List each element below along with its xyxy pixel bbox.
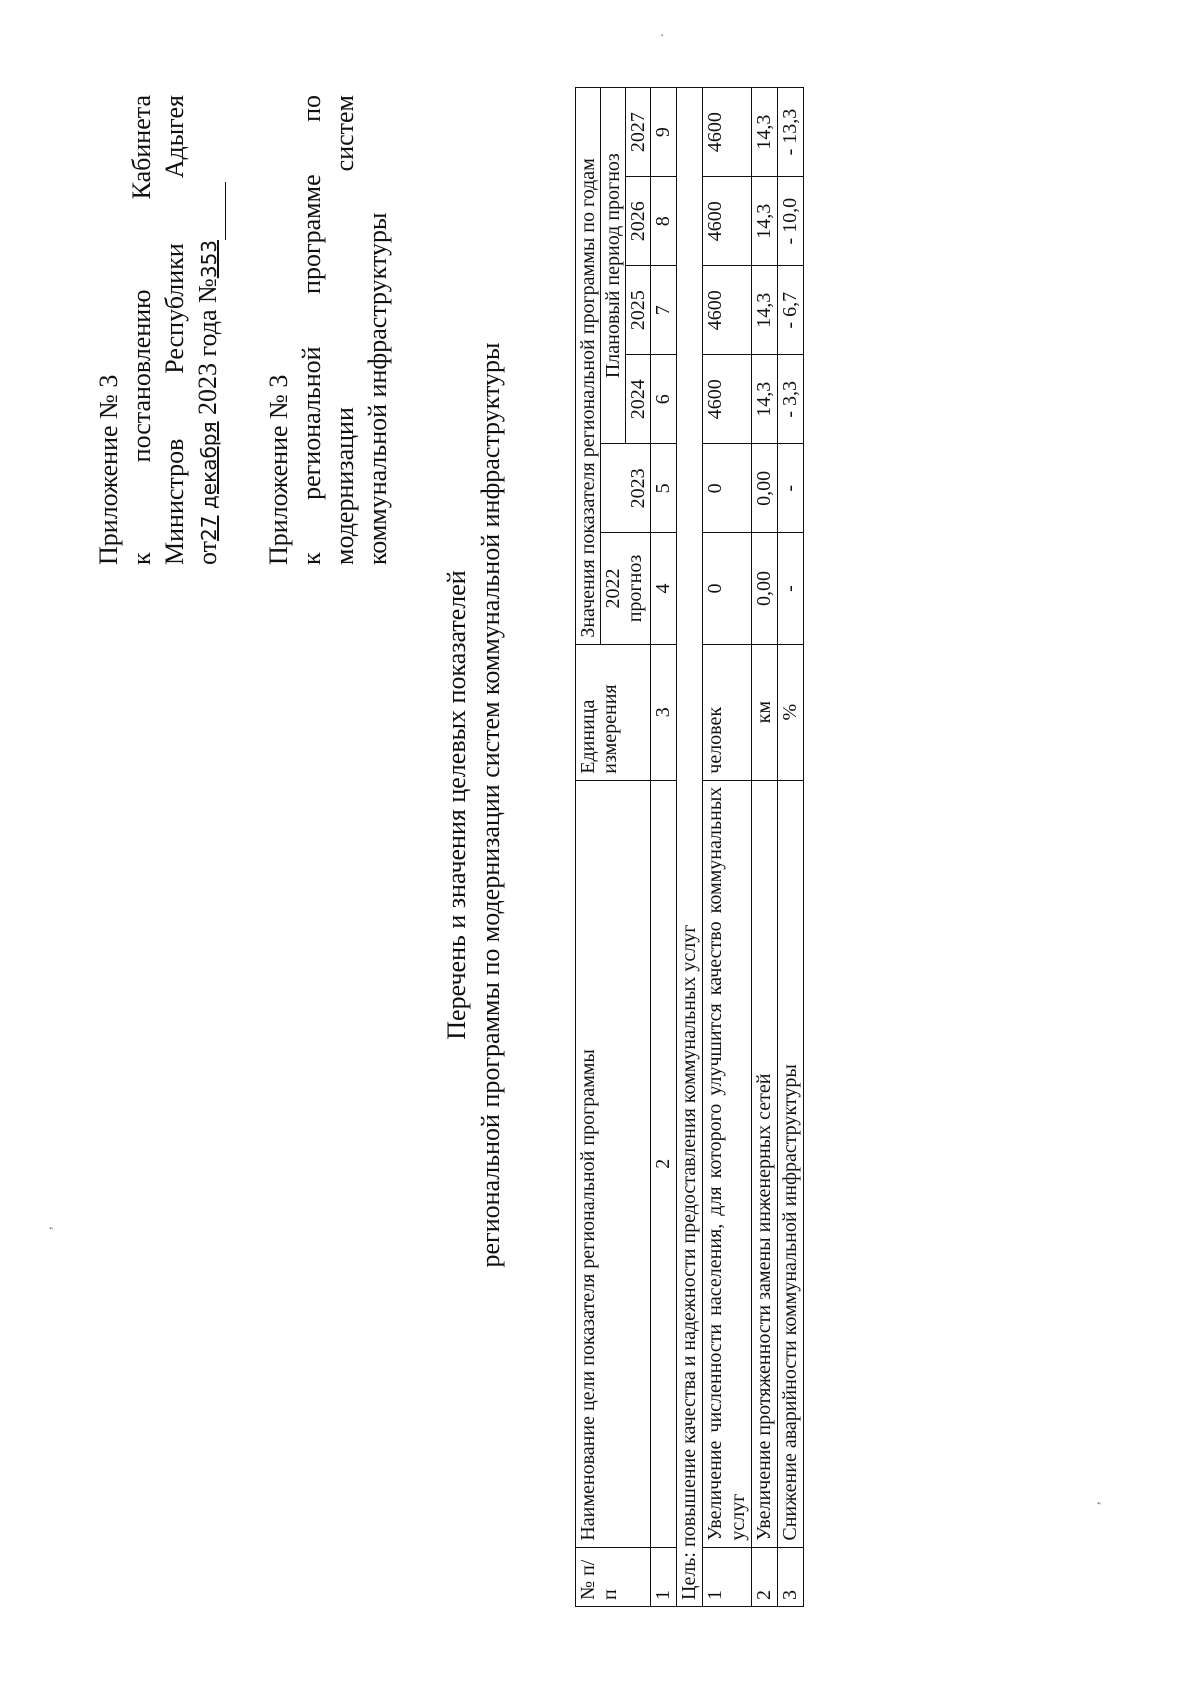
date-prefix: от — [193, 540, 222, 565]
handwritten-day: 27 — [197, 515, 221, 541]
header-year-2024: 2024 — [626, 355, 651, 444]
appendix-block-resolution — [92, 95, 226, 565]
row-value: - 3,3 — [778, 355, 804, 444]
date-year: 2023 года № — [193, 278, 222, 415]
table-row — [703, 88, 752, 1607]
header-forecast: прогноз — [624, 554, 646, 623]
row-value: 4600 — [703, 88, 752, 177]
column-number: 1 — [651, 1547, 677, 1606]
header-values-group: Значения показателя региональной программы по годам — [576, 88, 601, 645]
row-value: - 10,0 — [778, 177, 804, 266]
row-value: - 13,3 — [778, 88, 804, 177]
row-value: 0,00 — [752, 444, 778, 533]
header-2022: 2022 — [602, 568, 624, 609]
scan-speck: . — [652, 33, 667, 37]
appendix-line: к постановлению Кабинета — [127, 95, 156, 565]
goal-row — [677, 88, 703, 1607]
appendix-line: коммунальной инфраструктуры — [363, 212, 392, 565]
column-number: 4 — [651, 533, 677, 644]
title-line-1: Перечень и значения целевых показателей — [442, 570, 471, 1040]
handwritten-number: 353 — [197, 239, 221, 279]
row-value: - 6,7 — [778, 266, 804, 355]
appendix-date-line — [191, 95, 226, 565]
column-number: 9 — [651, 88, 677, 177]
header-num: № п/п — [576, 1547, 651, 1606]
row-value: 14,3 — [752, 355, 778, 444]
title-line-2: региональной программы по модернизации систем коммунальной инфраструктуры — [476, 342, 505, 1268]
row-value: - — [778, 533, 804, 644]
column-number: 2 — [651, 780, 677, 1547]
row-value: 14,3 — [752, 177, 778, 266]
header-year-2025: 2025 — [626, 266, 651, 355]
column-number: 6 — [651, 355, 677, 444]
header-plan-period: Плановый период прогноз — [601, 88, 626, 444]
scan-speck: , — [40, 1226, 55, 1230]
number-underline — [203, 182, 226, 240]
row-value: 0,00 — [752, 533, 778, 644]
header-year-2023: 2023 — [601, 444, 651, 533]
row-unit: % — [778, 644, 804, 780]
row-value: 0 — [703, 444, 752, 533]
row-value: 4600 — [703, 266, 752, 355]
header-2022-forecast — [601, 533, 651, 644]
table-row — [752, 88, 778, 1607]
header-year-2026: 2026 — [626, 177, 651, 266]
header-year-2027: 2027 — [626, 88, 651, 177]
table-row — [778, 88, 804, 1607]
indicators-table — [575, 87, 804, 1607]
document-title — [440, 185, 508, 1425]
handwritten-month: декабря — [197, 421, 221, 510]
appendix-heading: Приложение № 3 — [264, 374, 293, 565]
appendix-line: к региональной программе по — [297, 95, 326, 565]
header-name: Наименование цели показателя региональной программы — [576, 780, 651, 1547]
appendix-line: модернизации систем — [330, 95, 359, 565]
column-number: 3 — [651, 644, 677, 780]
appendix-line: Министров Республики Адыгея — [160, 95, 189, 565]
row-value: 14,3 — [752, 88, 778, 177]
appendix-block-program — [262, 95, 394, 565]
row-name: Увеличение протяженности замены инженерных сетей — [752, 780, 778, 1547]
row-unit: км — [752, 644, 778, 780]
row-value: 4600 — [703, 177, 752, 266]
column-number: 5 — [651, 444, 677, 533]
column-number-row — [651, 88, 677, 1607]
row-value: 4600 — [703, 355, 752, 444]
column-number: 7 — [651, 266, 677, 355]
row-value: - — [778, 444, 804, 533]
row-unit: человек — [703, 644, 752, 780]
row-name: Увеличение численности населения, для которого улучшится качество коммунальных услуг — [703, 780, 752, 1547]
row-num: 1 — [703, 1547, 752, 1606]
appendix-heading: Приложение № 3 — [94, 374, 123, 565]
header-unit: Единица измерения — [576, 644, 651, 780]
row-value: 14,3 — [752, 266, 778, 355]
goal-text: Цель: повышение качества и надежности предоставления коммунальных услуг — [677, 88, 703, 1607]
row-num: 3 — [778, 1547, 804, 1606]
scan-speck: , — [1088, 1501, 1103, 1505]
row-name: Снижение аварийности коммунальной инфраструктуры — [778, 780, 804, 1547]
row-value: 0 — [703, 533, 752, 644]
header-row-1 — [576, 88, 601, 1607]
column-number: 8 — [651, 177, 677, 266]
row-num: 2 — [752, 1547, 778, 1606]
